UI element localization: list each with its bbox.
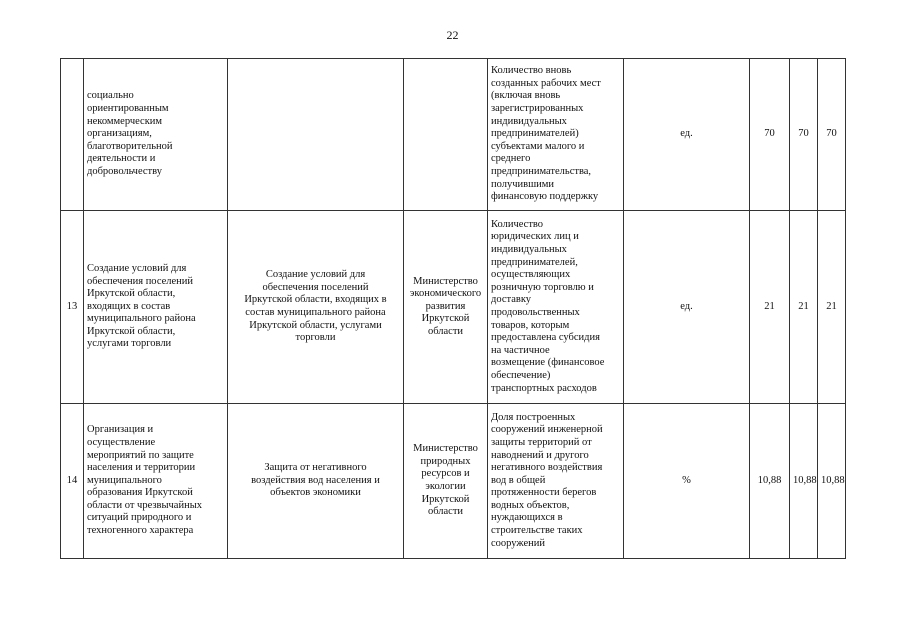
- event-line: Иркутской области, услугами: [249, 319, 382, 331]
- value-cell: 10,88: [818, 404, 846, 559]
- event-line: объектов экономики: [270, 487, 361, 499]
- table-row: [61, 404, 846, 559]
- event-cell: [228, 404, 404, 559]
- task-line: осуществление: [87, 436, 156, 448]
- event-line: Защита от негативного: [264, 462, 367, 474]
- task-cell: [84, 211, 228, 404]
- value-cell: 10,88: [790, 404, 818, 559]
- table-row: [61, 59, 846, 211]
- executor-line: развития: [425, 300, 466, 312]
- executor-line: области: [427, 325, 464, 337]
- indicator-line: предоставлена субсидия: [491, 332, 600, 344]
- indicator-line: осуществляющих: [491, 269, 571, 281]
- event-line: торговли: [295, 332, 336, 344]
- executor-cell: [404, 211, 488, 404]
- value-cell: 70: [818, 59, 846, 211]
- indicator-line: предпринимательства,: [491, 165, 592, 177]
- task-line: обеспечения поселений: [87, 275, 194, 287]
- task-line: деятельности и: [87, 153, 156, 165]
- task-cell: [84, 404, 228, 559]
- executor-line: экономического: [409, 288, 482, 300]
- indicator-line: водных объектов,: [491, 499, 570, 511]
- indicator-line: сооружений инженерной: [491, 424, 603, 436]
- row-number: 13: [61, 211, 84, 404]
- event-line: Создание условий для: [265, 269, 366, 281]
- event-line: обеспечения поселений: [262, 281, 369, 293]
- task-line: мероприятий по защите: [87, 449, 194, 461]
- task-line: входящих в состав: [87, 300, 171, 312]
- indicator-line: продовольственных: [491, 307, 580, 318]
- indicator-line: розничную торговлю и: [491, 281, 594, 293]
- indicator-line: финансовую поддержку: [491, 191, 599, 203]
- indicator-line: доставку: [491, 294, 532, 306]
- executor-cell: [404, 404, 488, 559]
- row-number: [61, 59, 84, 211]
- task-line: образования Иркутской: [87, 487, 193, 499]
- value-cell: 10,88: [750, 404, 790, 559]
- executor-line: природных: [420, 455, 471, 467]
- executor-line: Министерство: [413, 443, 478, 455]
- task-line: социально: [87, 90, 134, 102]
- task-cell: [84, 59, 228, 211]
- executor-line: экологии: [425, 481, 466, 492]
- indicator-line: на частичное: [491, 344, 550, 356]
- unit-cell: ед.: [624, 211, 750, 404]
- task-line: муниципального: [87, 474, 162, 486]
- task-line: техногенного характера: [87, 525, 194, 537]
- indicator-line: возмещение (финансовое: [491, 357, 605, 369]
- executor-line: Иркутской: [421, 313, 470, 325]
- indicator-line: юридических лиц и: [491, 231, 579, 243]
- task-line: ориентированным: [87, 103, 169, 115]
- indicator-line: предпринимателей,: [491, 256, 578, 268]
- task-line: населения и территории: [87, 462, 196, 474]
- indicator-line: негативного воздействия: [491, 462, 603, 474]
- indicator-line: обеспечение): [491, 369, 551, 381]
- task-line: Организация и: [87, 424, 154, 436]
- task-line: услугами торговли: [87, 338, 172, 350]
- task-line: благотворительной: [87, 140, 173, 152]
- indicator-line: вод в общей: [491, 474, 546, 486]
- task-line: Создание условий для: [87, 262, 187, 274]
- event-line: состав муниципального района: [245, 307, 386, 318]
- task-line: Иркутской области,: [87, 325, 176, 337]
- executor-line: Министерство: [413, 275, 478, 287]
- indicator-cell: [488, 59, 624, 211]
- indicator-line: транспортных расходов: [491, 382, 597, 394]
- indicator-line: Количество: [491, 218, 544, 230]
- task-line: некоммерческим: [87, 115, 163, 127]
- value-cell: 21: [790, 211, 818, 404]
- task-line: организациям,: [87, 128, 152, 140]
- task-line: муниципального района: [87, 313, 196, 325]
- unit-cell: ед.: [624, 59, 750, 211]
- value-cell: 70: [750, 59, 790, 211]
- row-number: 14: [61, 404, 84, 559]
- value-cell: 21: [750, 211, 790, 404]
- event-line: Иркутской области, входящих в: [244, 294, 387, 306]
- indicator-line: индивидуальных: [491, 115, 567, 127]
- indicator-line: товаров, которым: [491, 319, 570, 331]
- executor-line: ресурсов и: [421, 468, 470, 480]
- event-cell: [228, 59, 404, 211]
- table-row: [61, 211, 846, 404]
- indicator-line: защиты территорий от: [491, 436, 592, 448]
- event-line: воздействия вод населения и: [251, 474, 380, 486]
- indicator-line: субъектами малого и: [491, 140, 585, 152]
- indicator-line: нуждающихся в: [491, 512, 563, 524]
- task-line: Иркутской области,: [87, 288, 176, 300]
- indicator-line: сооружений: [491, 537, 546, 549]
- event-cell: [228, 211, 404, 404]
- indicator-line: строительстве таких: [491, 525, 583, 537]
- indicator-line: созданных рабочих мест: [491, 77, 601, 89]
- indicator-line: протяженности берегов: [491, 487, 597, 499]
- indicator-line: индивидуальных: [491, 244, 567, 256]
- indicator-line: предпринимателей): [491, 128, 579, 140]
- executor-cell: [404, 59, 488, 211]
- executor-line: Иркутской: [421, 493, 470, 505]
- value-cell: 21: [818, 211, 846, 404]
- indicators-table: [60, 58, 846, 559]
- indicator-line: получившими: [491, 178, 555, 190]
- indicator-cell: [488, 211, 624, 404]
- indicator-line: зарегистрированных: [491, 103, 584, 115]
- indicator-line: Количество вновь: [491, 65, 572, 77]
- indicator-line: Доля построенных: [491, 411, 576, 423]
- page-number: 22: [446, 28, 459, 42]
- indicator-line: наводнений и другого: [491, 449, 589, 461]
- indicator-line: (включая вновь: [491, 90, 561, 102]
- indicator-cell: [488, 404, 624, 559]
- task-line: ситуаций природного и: [87, 512, 192, 524]
- task-line: области от чрезвычайных: [87, 499, 203, 511]
- unit-cell: %: [624, 404, 750, 559]
- executor-line: области: [427, 506, 464, 518]
- indicator-line: среднего: [491, 153, 531, 165]
- task-line: добровольчеству: [87, 165, 162, 177]
- value-cell: 70: [790, 59, 818, 211]
